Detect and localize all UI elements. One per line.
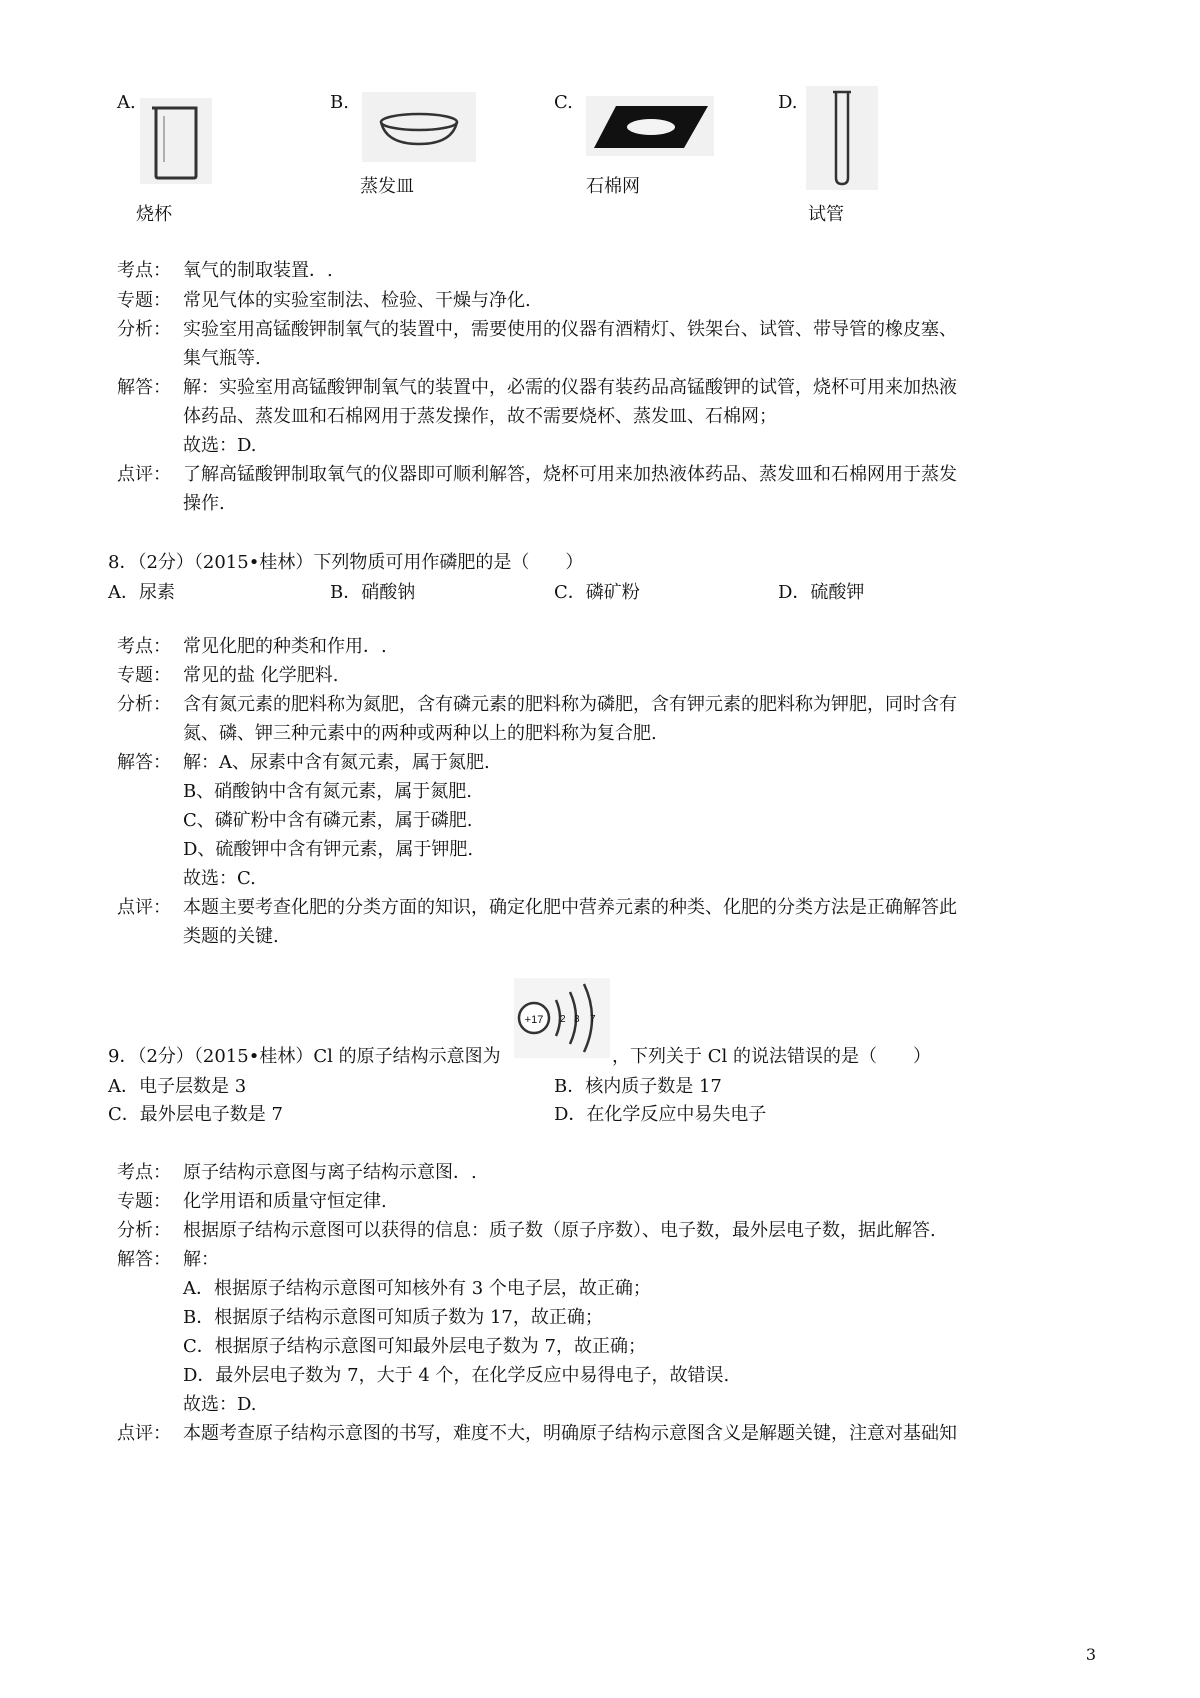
q7-option-c-letter: C. [554, 92, 573, 113]
q8-stem: 8．（2分）（2015•桂林）下列物质可用作磷肥的是（ ） [108, 552, 584, 573]
q7-option-a-letter: A. [117, 92, 136, 113]
shell-2-electrons: 8 [574, 1014, 580, 1025]
q9-stem-post: ，下列关于 Cl 的说法错误的是（ ） [612, 1046, 931, 1067]
cl-atom-structure-diagram [514, 978, 610, 1063]
asbestos-gauze-icon [586, 96, 714, 156]
document-page: A. 烧杯 B. 蒸发皿 C. 石棉网 D. 试管 考点： 氧气的制取装置．. 专题： 常见气体的实验室制法、检验、干燥与净化. 分析： 实验室用高锰酸钾制氧气的装置中，需要使用的仪器有酒精灯、铁架台、试管、带导管的橡皮塞、 集气瓶等. 解答： 解：实验室用高锰酸钾制氧气的装置中，必需的仪器有装药品高锰酸钾的试管，烧杯可用来加热液 体药品、蒸发皿和石棉网用于蒸发操作，故不需要烧杯、蒸发皿、石棉网； 故选：D. 点评： 了解高锰酸钾制取氧气的仪器即可顺利解答，烧杯可用来加热液体药品、蒸发皿和石棉网用于蒸发 操作. 8．（2分）（2015•桂林）下列物质可用作磷肥的是（ ） A．尿素 B．硝酸钠 C．磷矿粉 D．硫酸钾 考点： 常见化肥的种类和作用．. 专题： 常见的盐 化学肥料. 分析： 含有氮元素的肥料称为氮肥，含有磷元素的肥料称为磷肥，含有钾元素的肥料称为钾肥，同时含有 氮、磷、钾三种元素中的两种或两种以上的肥料称为复合肥. 解答： 解：A、尿素中含有氮元素，属于氮肥. B、硝酸钠中含有氮元素，属于氮肥. C、磷矿粉中含有磷元素，属于磷肥. D、硫酸钾中含有钾元素，属于钾肥. 故选：C. 点评： 本题主要考查化肥的分类方面的知识，确定化肥中营养元素的种类、化肥的分类方法是正确解答此 类题的关键. +17 2 8 7 9．（2分）（2015•桂林）Cl 的原子结构示意图为 ，下列关于 Cl 的说法错误的是（ ） A．电子层数是 3 B．核内质子数是 17 C．最外层电子数是 7 D．在化学反应中易失电子 考点： 原子结构示意图与离子结构示意图．. 专题： 化学用语和质量守恒定律. 分析： 根据原子结构示意图可以获得的信息：质子数（原子序数）、电子数，最外层电子数，据此解答. 解答： 解： A．根据原子结构示意图可知核外有 3 个电子层，故正确； B．根据原子结构示意图可知质子数为 17，故正确； C．根据原子结构示意图可知最外层电子数为 7，故正确； D．最外层电子数为 7，大于 4 个，在化学反应中易得电子，故错误. 故选：D. 点评： 本题考查原子结构示意图的书写，难度不大，明确原子结构示意图含义是解题关键，注意对基础知 3 [0, 0, 1200, 1698]
q9-option-a: A．电子层数是 3 [108, 1076, 247, 1097]
shell-1-electrons: 2 [560, 1014, 566, 1025]
q7-option-d-letter: D. [778, 92, 798, 113]
shell-3-electrons: 7 [590, 1014, 596, 1025]
nucleus-charge: +17 [524, 1014, 544, 1026]
q7-option-c-caption: 石棉网 [586, 176, 640, 197]
q8-option-a: A．尿素 [108, 582, 175, 603]
q9-option-d: D．在化学反应中易失电子 [554, 1104, 767, 1125]
evaporating-dish-icon [362, 92, 476, 162]
page-number: 3 [1085, 1645, 1096, 1664]
q7-option-a-caption: 烧杯 [136, 204, 172, 225]
q7-option-d-caption: 试管 [808, 204, 844, 225]
q8-option-b: B．硝酸钠 [330, 582, 416, 603]
q7-option-b-caption: 蒸发皿 [360, 176, 414, 197]
q8-option-d: D．硫酸钾 [778, 582, 865, 603]
q9-stem-pre: 9．（2分）（2015•桂林）Cl 的原子结构示意图为 [108, 1046, 501, 1067]
q9-option-c: C．最外层电子数是 7 [108, 1104, 283, 1125]
q9-option-b: B．核内质子数是 17 [554, 1076, 722, 1097]
test-tube-icon [806, 86, 878, 190]
beaker-icon [140, 98, 212, 184]
q7-option-b-letter: B. [330, 92, 349, 113]
q8-option-c: C．磷矿粉 [554, 582, 640, 603]
